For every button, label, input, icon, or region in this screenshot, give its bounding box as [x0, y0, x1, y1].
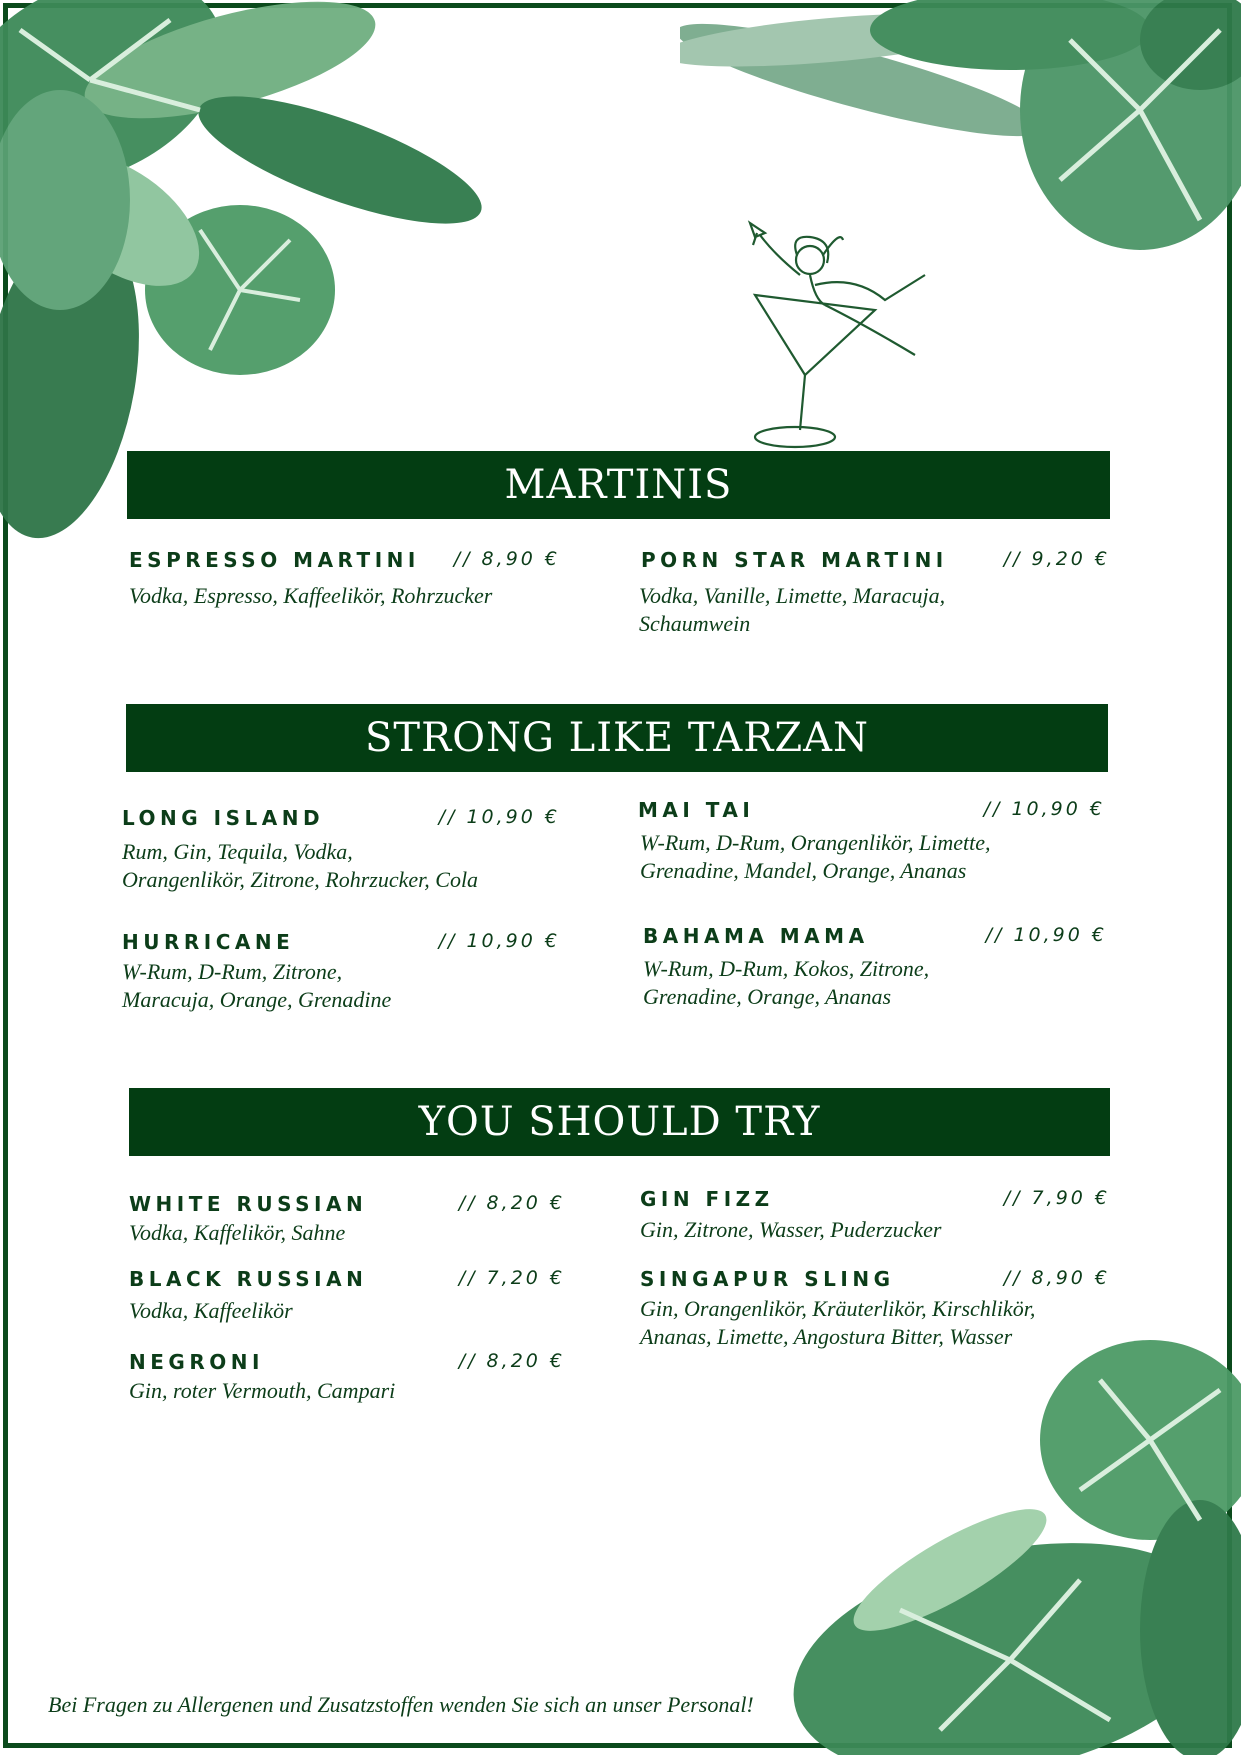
- section-banner-strong-like-tarzan: STRONG LIKE TARZAN: [126, 704, 1108, 772]
- desc-line: Gin, Zitrone, Wasser, Puderzucker: [640, 1217, 942, 1242]
- item-name-singapur-sling: SINGAPUR SLING: [640, 1267, 895, 1291]
- item-name-black-russian: BLACK RUSSIAN: [129, 1267, 368, 1291]
- desc-line: Vodka, Espresso, Kaffeelikör, Rohrzucker: [129, 583, 493, 608]
- item-price-espresso-martini: // 8,90 €: [453, 548, 560, 570]
- item-name-mai-tai: MAI TAI: [638, 798, 755, 822]
- item-price-black-russian: // 7,20 €: [458, 1267, 565, 1289]
- monstera-leaves-icon: [780, 1330, 1241, 1755]
- item-name-espresso-martini: ESPRESSO MARTINI: [129, 548, 420, 572]
- item-name-porn-star-martini: PORN STAR MARTINI: [641, 548, 948, 572]
- item-desc-mai-tai: [640, 829, 1110, 885]
- desc-line: Rum, Gin, Tequila, Vodka,: [122, 839, 353, 864]
- section-banner-you-should-try: YOU SHOULD TRY: [129, 1088, 1110, 1156]
- desc-line: Vodka, Kaffelikör, Sahne: [129, 1220, 346, 1245]
- desc-line: Schaumwein: [639, 611, 751, 636]
- item-price-singapur-sling: // 8,90 €: [1003, 1267, 1110, 1289]
- item-price-hurricane: // 10,90 €: [438, 930, 560, 952]
- item-name-hurricane: HURRICANE: [122, 930, 295, 954]
- item-name-gin-fizz: GIN FIZZ: [640, 1187, 774, 1211]
- desc-line: W-Rum, D-Rum, Kokos, Zitrone,: [643, 956, 930, 981]
- item-desc-negroni: [129, 1377, 569, 1405]
- item-price-negroni: // 8,20 €: [458, 1350, 565, 1372]
- item-price-white-russian: // 8,20 €: [458, 1192, 565, 1214]
- item-desc-bahama-mama: [643, 955, 1113, 1011]
- section-banner-martinis: MARTINIS: [127, 451, 1110, 519]
- item-name-negroni: NEGRONI: [129, 1350, 264, 1374]
- item-price-bahama-mama: // 10,90 €: [985, 924, 1107, 946]
- item-name-long-island: LONG ISLAND: [122, 806, 325, 830]
- desc-line: Gin, roter Vermouth, Campari: [129, 1378, 396, 1403]
- item-desc-hurricane: [122, 958, 582, 1014]
- desc-line: Orangenlikör, Zitrone, Rohrzucker, Cola: [122, 867, 479, 892]
- desc-line: Vodka, Vanille, Limette, Maracuja,: [639, 583, 946, 608]
- item-desc-espresso-martini: [129, 582, 569, 610]
- item-desc-porn-star-martini: [639, 582, 1109, 638]
- item-desc-white-russian: [129, 1219, 569, 1247]
- item-desc-singapur-sling: [640, 1295, 1110, 1351]
- item-desc-gin-fizz: [640, 1216, 1110, 1244]
- desc-line: Maracuja, Orange, Grenadine: [122, 987, 392, 1012]
- desc-line: Vodka, Kaffeelikör: [129, 1298, 293, 1323]
- item-price-long-island: // 10,90 €: [438, 806, 560, 828]
- desc-line: Gin, Orangenlikör, Kräuterlikör, Kirschlikör,: [640, 1296, 1036, 1321]
- item-price-mai-tai: // 10,90 €: [983, 798, 1105, 820]
- item-desc-long-island: [122, 838, 582, 894]
- desc-line: Ananas, Limette, Angostura Bitter, Wasser: [640, 1324, 1013, 1349]
- item-price-porn-star-martini: // 9,20 €: [1003, 548, 1110, 570]
- desc-line: W-Rum, D-Rum, Orangenlikör, Limette,: [640, 830, 991, 855]
- item-name-bahama-mama: BAHAMA MAMA: [643, 924, 869, 948]
- allergen-footer-note: Bei Fragen zu Allergenen und Zusatzstoffen wenden Sie sich an unser Personal!: [48, 1692, 754, 1717]
- martini-glass-lady-icon: [715, 215, 945, 455]
- desc-line: Grenadine, Mandel, Orange, Ananas: [640, 858, 967, 883]
- desc-line: Grenadine, Orange, Ananas: [643, 984, 892, 1009]
- item-desc-black-russian: [129, 1297, 569, 1325]
- desc-line: W-Rum, D-Rum, Zitrone,: [122, 959, 343, 984]
- item-price-gin-fizz: // 7,90 €: [1003, 1187, 1110, 1209]
- item-name-white-russian: WHITE RUSSIAN: [129, 1192, 368, 1216]
